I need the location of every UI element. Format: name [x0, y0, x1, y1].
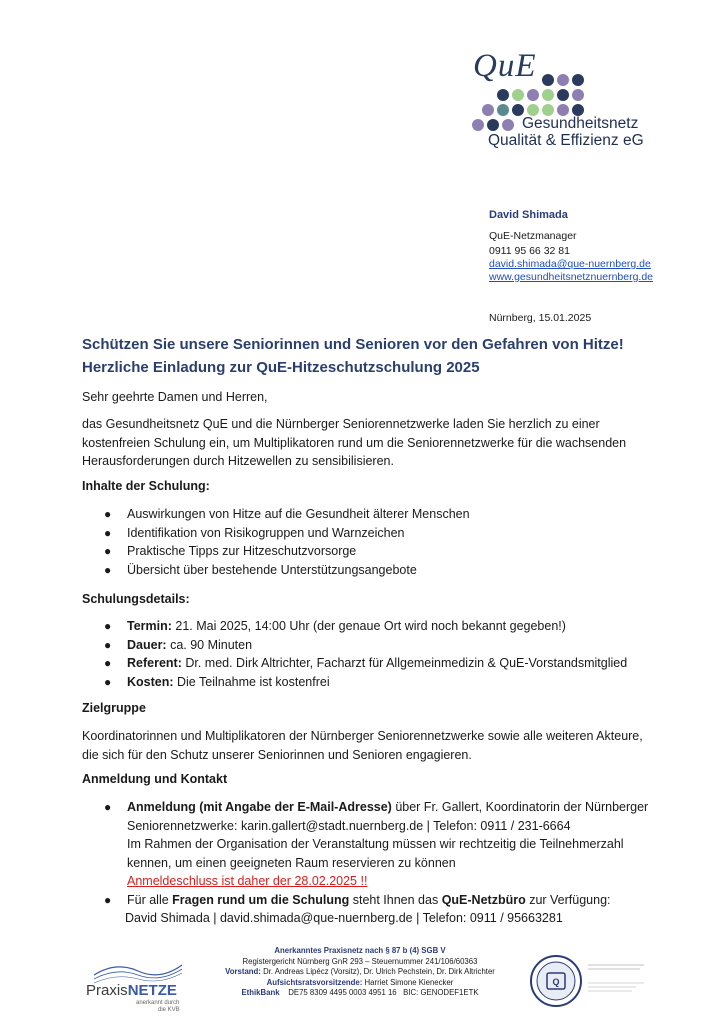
greeting: Sehr geehrte Damen und Herren,	[82, 390, 268, 404]
footer-bank-label: EthikBank	[241, 988, 280, 997]
contact-phone: 0911 95 66 32 81	[489, 245, 570, 257]
fragen-text: zur Verfügung:	[525, 892, 611, 907]
footer-vorstand-names: Dr. Andreas Lipécz (Vorsitz), Dr. Ulrich Pechstein, Dr. Dirk Altrichter	[260, 967, 495, 976]
certification-seal-icon	[528, 951, 648, 1011]
list-item: ● Referent: Dr. med. Dirk Altrichter, Facharzt für Allgemeinmedizin & QuE-Vorstandsmitglied	[104, 656, 628, 670]
list-item-text: Identifikation von Risikogruppen und Warnzeichen	[127, 525, 405, 540]
title-line2: Herzliche Einladung zur QuE-Hitzeschutzschulung 2025	[82, 359, 480, 376]
contact-name: David Shimada	[489, 209, 568, 221]
inhalte-heading: Inhalte der Schulung:	[82, 479, 210, 493]
footer-line1: Anerkanntes Praxisnetz nach § 87 b (4) SGB V	[274, 946, 446, 955]
list-item: ● Auswirkungen von Hitze auf die Gesundheit älterer Menschen	[104, 507, 470, 521]
detail-label: Dauer:	[127, 637, 167, 652]
footer-text	[200, 946, 520, 999]
fragen-bold: Fragen rund um die Schulung	[172, 892, 350, 907]
fragen-text: Für alle	[127, 892, 173, 907]
svg-text:Q: Q	[552, 977, 560, 987]
contact-web-link[interactable]: www.gesundheitsnetznuernberg.de	[489, 271, 654, 283]
footer-bank-details: DE75 8309 4495 0003 4951 16 BIC: GENODEF1ETK	[279, 988, 479, 997]
list-item: ● Übersicht über bestehende Unterstützungsangebote	[104, 562, 417, 577]
inhalte-list	[82, 505, 662, 579]
footer-vorstand	[200, 967, 520, 978]
list-item-text: Auswirkungen von Hitze auf die Gesundheit älterer Menschen	[127, 507, 470, 521]
deadline-notice: Anmeldeschluss ist daher der 28.02.2025 !!	[127, 874, 368, 888]
contact-role: QuE-Netzmanager	[489, 230, 577, 242]
title-line1: Schützen Sie unsere Seniorinnen und Senioren vor den Gefahren von Hitze!	[82, 336, 624, 353]
footer-aufsicht	[200, 978, 520, 989]
detail-label: Referent:	[127, 656, 182, 670]
netzbuero-contact-line: David Shimada | david.shimada@que-nuernberg.de | Telefon: 0911 / 95663281	[125, 911, 563, 925]
list-item-text: Übersicht über bestehende Unterstützungsangebote	[127, 562, 417, 577]
logo-que-text: QuE	[473, 48, 537, 84]
que-logo	[470, 50, 680, 160]
praxis-sub1: anerkannt durch	[136, 1000, 180, 1006]
detail-text: ca. 90 Minuten	[166, 637, 253, 652]
details-heading: Schulungsdetails:	[82, 592, 190, 606]
anmeldung-note-line: Im Rahmen der Organisation der Veranstaltung müssen wir rechtzeitig die Teilnehmerzahl	[127, 837, 624, 851]
details-list	[82, 617, 662, 691]
logo-line2: Qualität & Effizienz eG	[488, 132, 644, 149]
contact-email-link[interactable]: david.shimada@que-nuernberg.de	[489, 258, 651, 270]
zielgruppe-text: Koordinatorinnen und Multiplikatoren der Nürnberger Seniorennetzwerke sowie alle weiteren Akteure, die sich für den Schutz unserer Seniorinnen und Senioren engagieren.	[82, 729, 643, 762]
anmeldung-note-line: kennen, um einen geeigneten Raum reservieren zu können	[127, 855, 456, 870]
footer-line2: Registergericht Nürnberg GnR 293 – Steuernummer 241/106/60363	[242, 956, 478, 966]
anmeldung-contact-line: Seniorennetzwerke: karin.gallert@stadt.nuernberg.de | Telefon: 0911 / 231-6664	[127, 818, 571, 833]
anmeldung-list	[82, 798, 662, 928]
list-item: ● Termin: 21. Mai 2025, 14:00 Uhr (der genaue Ort wird noch bekannt gegeben!)	[104, 619, 566, 633]
list-item-text: Praktische Tipps zur Hitzeschutzvorsorge	[127, 544, 357, 558]
footer-aufsicht-name: Harriet Simone Kienecker	[362, 977, 454, 987]
zielgruppe-heading: Zielgruppe	[82, 701, 146, 715]
letter-date: Nürnberg, 15.01.2025	[489, 312, 592, 324]
list-item: ● Für alle Fragen rund um die Schulung steht Ihnen das QuE-Netzbüro zur Verfügung: David Shimada | david.shimada@que-nuernberg.de | Telefon: 0911 / 95663281	[104, 892, 611, 925]
anmeldung-bold: Anmeldung (mit Angabe der E-Mail-Adresse)	[127, 800, 392, 814]
netze-text: NETZE	[127, 982, 177, 999]
list-item: ● Kosten: Die Teilnahme ist kostenfrei	[104, 674, 330, 689]
certification-seal	[528, 951, 648, 1011]
list-item: ● Praktische Tipps zur Hitzeschutzvorsorge	[104, 544, 357, 558]
intro-paragraph: das Gesundheitsnetz QuE und die Nürnberger Seniorennetzwerke laden Sie herzlich zu einer kostenfreien Schulung ein, um Multiplikatoren rund um die Seniorennetzwerke für die wachsenden Herausforderungen durch Hitzewellen zu sensibilisieren.	[82, 417, 627, 468]
logo-line1: Gesundheitsnetz	[522, 115, 639, 132]
detail-text: Dr. med. Dirk Altrichter, Facharzt für Allgemeinmedizin & QuE-Vorstandsmitglied	[181, 656, 628, 670]
detail-text: 21. Mai 2025, 14:00 Uhr (der genaue Ort wird noch bekannt gegeben!)	[171, 619, 566, 633]
detail-label: Termin:	[127, 619, 172, 633]
praxisnetze-logo	[86, 957, 186, 1017]
list-item: ● Dauer: ca. 90 Minuten	[104, 637, 253, 652]
list-item: ● Identifikation von Risikogruppen und Warnzeichen	[104, 525, 405, 540]
anmeldung-heading: Anmeldung und Kontakt	[82, 772, 228, 786]
netzbuero-bold: QuE-Netzbüro	[441, 892, 526, 907]
footer-aufsicht-label: Aufsichtsratsvorsitzende:	[266, 977, 363, 987]
footer-bank	[200, 988, 520, 999]
praxis-sub2: die KVB	[158, 1007, 180, 1013]
detail-label: Kosten:	[127, 674, 174, 689]
list-item: ● Anmeldung (mit Angabe der E-Mail-Adresse) über Fr. Gallert, Koordinatorin der Nürnberger Seniorennetzwerke: karin.gallert@stadt.nuernberg.de | Telefon: 0911 / 231-6664 Im Rahmen der Organisation der Veranstaltung müssen wir rechtzeitig die Teilnehmerzahl kennen, um einen geeigneten Raum reservieren zu können Anmeldeschluss ist daher der 28.02.2025 !!	[104, 800, 649, 888]
anmeldung-text: über Fr. Gallert, Koordinatorin der Nürnberger	[391, 800, 649, 814]
praxis-text: Praxis	[86, 982, 128, 999]
fragen-text: steht Ihnen das	[349, 892, 442, 907]
detail-text: Die Teilnahme ist kostenfrei	[173, 674, 330, 689]
footer-vorstand-label: Vorstand:	[225, 967, 261, 976]
